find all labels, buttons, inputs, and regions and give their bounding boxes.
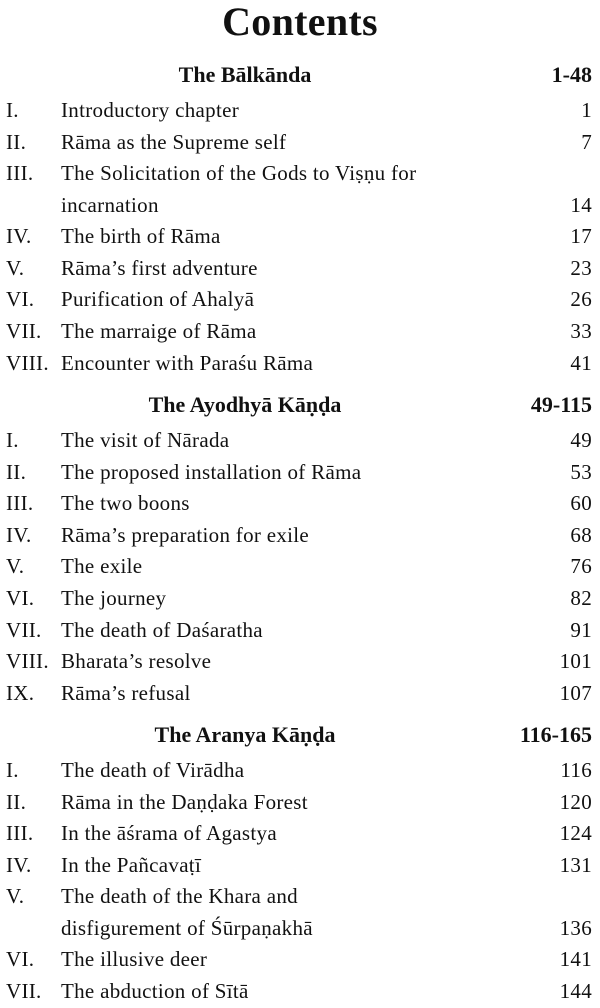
- chapter-number: IV.: [6, 522, 32, 547]
- toc-entry[interactable]: [0, 583, 600, 615]
- toc-entry[interactable]: [0, 787, 600, 819]
- page-number: 68: [570, 522, 592, 547]
- toc-entry[interactable]: [0, 158, 600, 221]
- chapter-title: The proposed installation of Rāma: [61, 459, 362, 484]
- page-number: 82: [570, 585, 592, 610]
- chapter-number: VI.: [6, 947, 35, 972]
- chapter-title: The abduction of Sītā: [61, 978, 249, 1003]
- toc-entry[interactable]: [0, 425, 600, 457]
- toc-entry[interactable]: [0, 678, 600, 710]
- section-header: [0, 392, 600, 425]
- chapter-title: In the āśrama of Agastya: [61, 821, 277, 846]
- section-header: [0, 722, 600, 755]
- page-number: 53: [570, 459, 592, 484]
- chapter-number: VI.: [6, 287, 35, 312]
- chapter-title: The death of Virādha: [61, 758, 245, 782]
- chapter-title: Encounter with Paraśu Rāma: [61, 350, 314, 375]
- chapter-title: The death of Daśaratha: [61, 617, 263, 642]
- page-number: 1: [581, 98, 592, 122]
- chapter-number: II.: [6, 129, 27, 154]
- chapter-number: II.: [6, 459, 27, 484]
- page-number: 116: [560, 758, 592, 782]
- chapter-number: I.: [6, 428, 19, 452]
- section-title: The Ayodhyā Kāṇḍa: [148, 392, 342, 417]
- toc-entry[interactable]: [0, 944, 600, 976]
- chapter-title: Introductory chapter: [61, 98, 240, 122]
- toc-entry[interactable]: [0, 818, 600, 850]
- toc-entry[interactable]: [0, 881, 600, 944]
- toc-entry[interactable]: [0, 646, 600, 678]
- page-number: 14: [570, 192, 592, 217]
- toc-entry[interactable]: [0, 488, 600, 520]
- chapter-number: III.: [6, 161, 34, 186]
- chapter-number: III.: [6, 821, 34, 846]
- chapter-title: Rāma as the Supreme self: [61, 129, 287, 154]
- section-balkanda: [0, 62, 600, 379]
- chapter-number: VII.: [6, 318, 42, 343]
- page-number: 107: [559, 680, 592, 705]
- section-aranya-kanda: [0, 722, 600, 1008]
- chapter-number: III.: [6, 491, 34, 516]
- page-number: 41: [570, 350, 592, 375]
- toc-entry[interactable]: [0, 615, 600, 647]
- chapter-title: The visit of Nārada: [61, 428, 230, 452]
- chapter-number: VII.: [6, 978, 42, 1003]
- chapter-title: The birth of Rāma: [61, 224, 221, 249]
- chapter-number: II.: [6, 789, 27, 814]
- chapter-number: V.: [6, 884, 25, 909]
- chapter-title: Rāma’s first adventure: [61, 255, 258, 280]
- chapter-title: Purification of Ahalyā: [61, 287, 255, 312]
- chapter-title: The two boons: [61, 491, 190, 516]
- page-number: 49: [570, 428, 592, 452]
- toc-entry[interactable]: [0, 755, 600, 787]
- chapter-number: IV.: [6, 852, 32, 877]
- toc-entry[interactable]: [0, 457, 600, 489]
- chapter-title: Bharata’s resolve: [61, 649, 212, 674]
- toc-entry[interactable]: [0, 284, 600, 316]
- page-number: 144: [559, 978, 592, 1003]
- toc-entry[interactable]: [0, 253, 600, 285]
- section-page-range: 1-48: [551, 62, 592, 87]
- toc-entry[interactable]: [0, 316, 600, 348]
- page-number: 101: [559, 649, 592, 674]
- chapter-number: VII.: [6, 617, 42, 642]
- chapter-number: VIII.: [6, 649, 49, 674]
- chapter-title: The Solicitation of the Gods to Viṣṇu for incarnation: [61, 161, 417, 217]
- chapter-title: The exile: [61, 554, 143, 579]
- chapter-title: Rāma in the Daṇḍaka Forest: [61, 789, 308, 814]
- page-number: 124: [559, 821, 592, 846]
- section-page-range: 49-115: [530, 392, 592, 417]
- page-number: 23: [570, 255, 592, 280]
- toc-entry[interactable]: [0, 976, 600, 1008]
- toc-entry[interactable]: [0, 221, 600, 253]
- section-title: The Aranya Kāṇḍa: [154, 722, 336, 747]
- chapter-number: IX.: [6, 680, 35, 705]
- section-header: [0, 62, 600, 95]
- chapter-number: VIII.: [6, 350, 49, 375]
- chapter-title: In the Pañcavaṭī: [61, 852, 202, 877]
- section-title: The Bālkānda: [178, 62, 312, 87]
- page-number: 91: [570, 617, 592, 642]
- toc-entry[interactable]: [0, 95, 600, 127]
- chapter-number: V.: [6, 255, 25, 280]
- section-ayodhya-kanda: [0, 392, 600, 709]
- page-number: 136: [559, 915, 592, 940]
- chapter-number: V.: [6, 554, 25, 579]
- page-number: 76: [570, 554, 592, 579]
- chapter-number: I.: [6, 98, 19, 122]
- chapter-title: The marraige of Rāma: [61, 318, 257, 343]
- page-number: 17: [570, 224, 592, 249]
- page-title: Contents: [222, 0, 378, 44]
- chapter-title: The illusive deer: [61, 947, 208, 972]
- page-number: 141: [559, 947, 592, 972]
- chapter-title: Rāma’s preparation for exile: [61, 522, 310, 547]
- toc-entry[interactable]: [0, 850, 600, 882]
- toc-entry[interactable]: [0, 551, 600, 583]
- chapter-number: IV.: [6, 224, 32, 249]
- toc-entry[interactable]: [0, 348, 600, 380]
- section-page-range: 116-165: [519, 722, 592, 747]
- chapter-title: Rāma’s refusal: [61, 680, 191, 705]
- chapter-number: VI.: [6, 585, 35, 610]
- page-number: 60: [570, 491, 592, 516]
- toc-entry[interactable]: [0, 520, 600, 552]
- page-number: 33: [570, 318, 592, 343]
- chapter-title: The death of the Khara and disfigurement of Śūrpaṇakhā: [61, 884, 313, 940]
- page-number: 7: [581, 129, 592, 154]
- page-number: 26: [570, 287, 592, 312]
- page-number: 120: [559, 789, 592, 814]
- toc-entry[interactable]: [0, 127, 600, 159]
- page-number: 131: [559, 852, 592, 877]
- chapter-title: The journey: [61, 585, 167, 610]
- chapter-number: I.: [6, 758, 19, 782]
